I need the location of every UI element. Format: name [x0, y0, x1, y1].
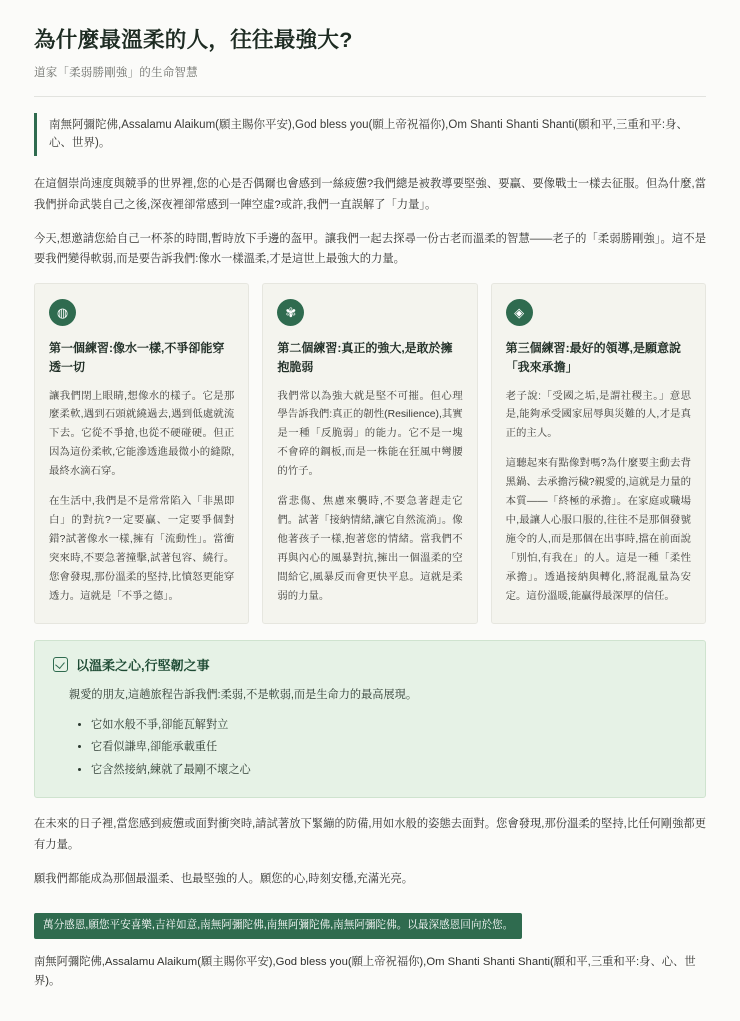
practice-card	[262, 283, 477, 624]
final-blessing-bar: 萬分感恩,願您平安喜樂,吉祥如意,南無阿彌陀佛,南無阿彌陀佛,南無阿彌陀佛。以最深感恩回向於您。	[34, 913, 522, 939]
header-divider	[34, 96, 706, 97]
list-item: • 它含然接納,練就了最剛不壞之心	[91, 759, 687, 781]
shield-icon: ◈	[506, 299, 533, 326]
closing-paragraph-1: 在未來的日子裡,當您感到疲憊或面對衝突時,請試著放下緊繃的防備,用如水般的姿態去面對。您會發現,那份溫柔的堅持,比任何剛強都更有力量。	[34, 818, 706, 852]
summary-callout	[34, 640, 706, 798]
closing-paragraph-2: 願我們都能成為那個最溫柔、也最堅強的人。願您的心,時刻安穩,充滿光亮。	[34, 873, 414, 886]
practice-card-paragraph: 老子說:「受國之垢,是謂社稷主。」意思是,能夠承受國家屈辱與災難的人,才是真正的主人。	[505, 390, 691, 440]
intro-paragraph-1: 在這個崇尚速度與競爭的世界裡,您的心是否偶爾也會感到一絲疲憊?我們總是被教導要堅強、要贏、要像戰士一樣去征服。但為什麼,當我們拼命武裝自己之後,深夜裡卻常感到一陣空虛?或許,我們一直誤解了「力量」。	[34, 177, 706, 211]
practice-cards	[34, 283, 706, 624]
callout-title: 以溫柔之心,行堅韌之事	[76, 657, 210, 673]
practice-card	[491, 283, 706, 624]
sprout-icon: ✾	[277, 299, 304, 326]
callout-header	[53, 655, 687, 674]
check-square-icon	[53, 657, 68, 672]
practice-card	[34, 283, 249, 624]
list-item: • 它如水般不爭,卻能瓦解對立	[91, 714, 687, 736]
callout-bullet-list	[69, 714, 687, 781]
practice-card-paragraph: 這聽起來有點像對嗎?為什麼要主動去背黑鍋、去承擔污穢?親愛的,這就是力量的本質——「終極的承擔」。在家庭或職場中,最讓人心服口服的,往往不是那個發號施令的人,而是那個在出事時,擋在前面說「別怕,有我在」的人。這是一種「柔性承擔」。透過接納與轉化,將混亂量為安定。這份溫暖,能贏得最深厚的信任。	[505, 458, 691, 602]
practice-card-paragraph: 我們常以為強大就是堅不可摧。但心理學告訴我們:真正的韌性(Resilience),其實是一種「反脆弱」的能力。它不是一塊不會碎的鋼板,而是一株能在狂風中彎腰的竹子。	[277, 390, 463, 478]
opening-blessing: 南無阿彌陀佛,Assalamu Alaikum(願主賜你平安),God bless you(願上帝祝福你),Om Shanti Shanti Shanti(願和平,三重和平:身、心、世界)。	[34, 113, 706, 156]
practice-card-paragraph: 當悲傷、焦慮來襲時,不要急著趕走它們。試著「接納情緒,讓它自然流淌」。像他著孩子一樣,抱著您的情緒。當我們不再與內心的風暴對抗,擁出一個溫柔的空間給它,風暴反而會更快平息。這就是柔弱的力量。	[277, 496, 463, 602]
callout-lead: 親愛的朋友,這趟旅程告訴我們:柔弱,不是軟弱,而是生命力的最高展現。	[69, 688, 418, 701]
practice-card-paragraph: 讓我們閉上眼睛,想像水的樣子。它是那麼柔軟,遇到石頭就繞過去,遇到低處就流下去。它從不爭搶,也從不硬碰硬。但正因為這份柔軟,它能滲透進最微小的縫隙,最終水滴石穿。	[49, 390, 235, 478]
practice-card-title: 第一個練習:像水一樣,不爭卻能穿透一切	[49, 341, 225, 374]
intro-paragraph-2: 今天,想邀請您給自己一杯茶的時間,暫時放下手邊的盔甲。讓我們一起去探尋一份古老而溫柔的智慧——老子的「柔弱勝剛強」。這不是要我們變得軟弱,而是要告訴我們:像水一樣溫柔,才是這世上最強大的力量。	[34, 232, 706, 266]
list-item: • 它看似謙卑,卻能承載重任	[91, 736, 687, 758]
practice-card-title: 第二個練習:真正的強大,是敢於擁抱脆弱	[277, 341, 453, 374]
water-drop-icon: ◍	[49, 299, 76, 326]
final-blessing-line: 南無阿彌陀佛,Assalamu Alaikum(願主賜你平安),God bless you(願上帝祝福你),Om Shanti Shanti Shanti(願和平,三重和平:身、心、世界)。	[34, 955, 696, 987]
page-title: 為什麼最溫柔的人，往往最強大?	[34, 28, 353, 52]
practice-card-title: 第三個練習:最好的領導,是願意說「我來承擔」	[505, 341, 681, 374]
practice-card-paragraph: 在生活中,我們是不是常常陷入「非黑即白」的對抗?一定要贏、一定要爭個對錯?試著像水一樣,擁有「流動性」。當衝突來時,不要急著撞擊,試著包容、繞行。您會發現,那份溫柔的堅持,比憤怒更能穿透力。這就是「不爭之德」。	[49, 496, 235, 602]
page-subtitle: 道家「柔弱勝剛強」的生命智慧	[34, 67, 198, 80]
